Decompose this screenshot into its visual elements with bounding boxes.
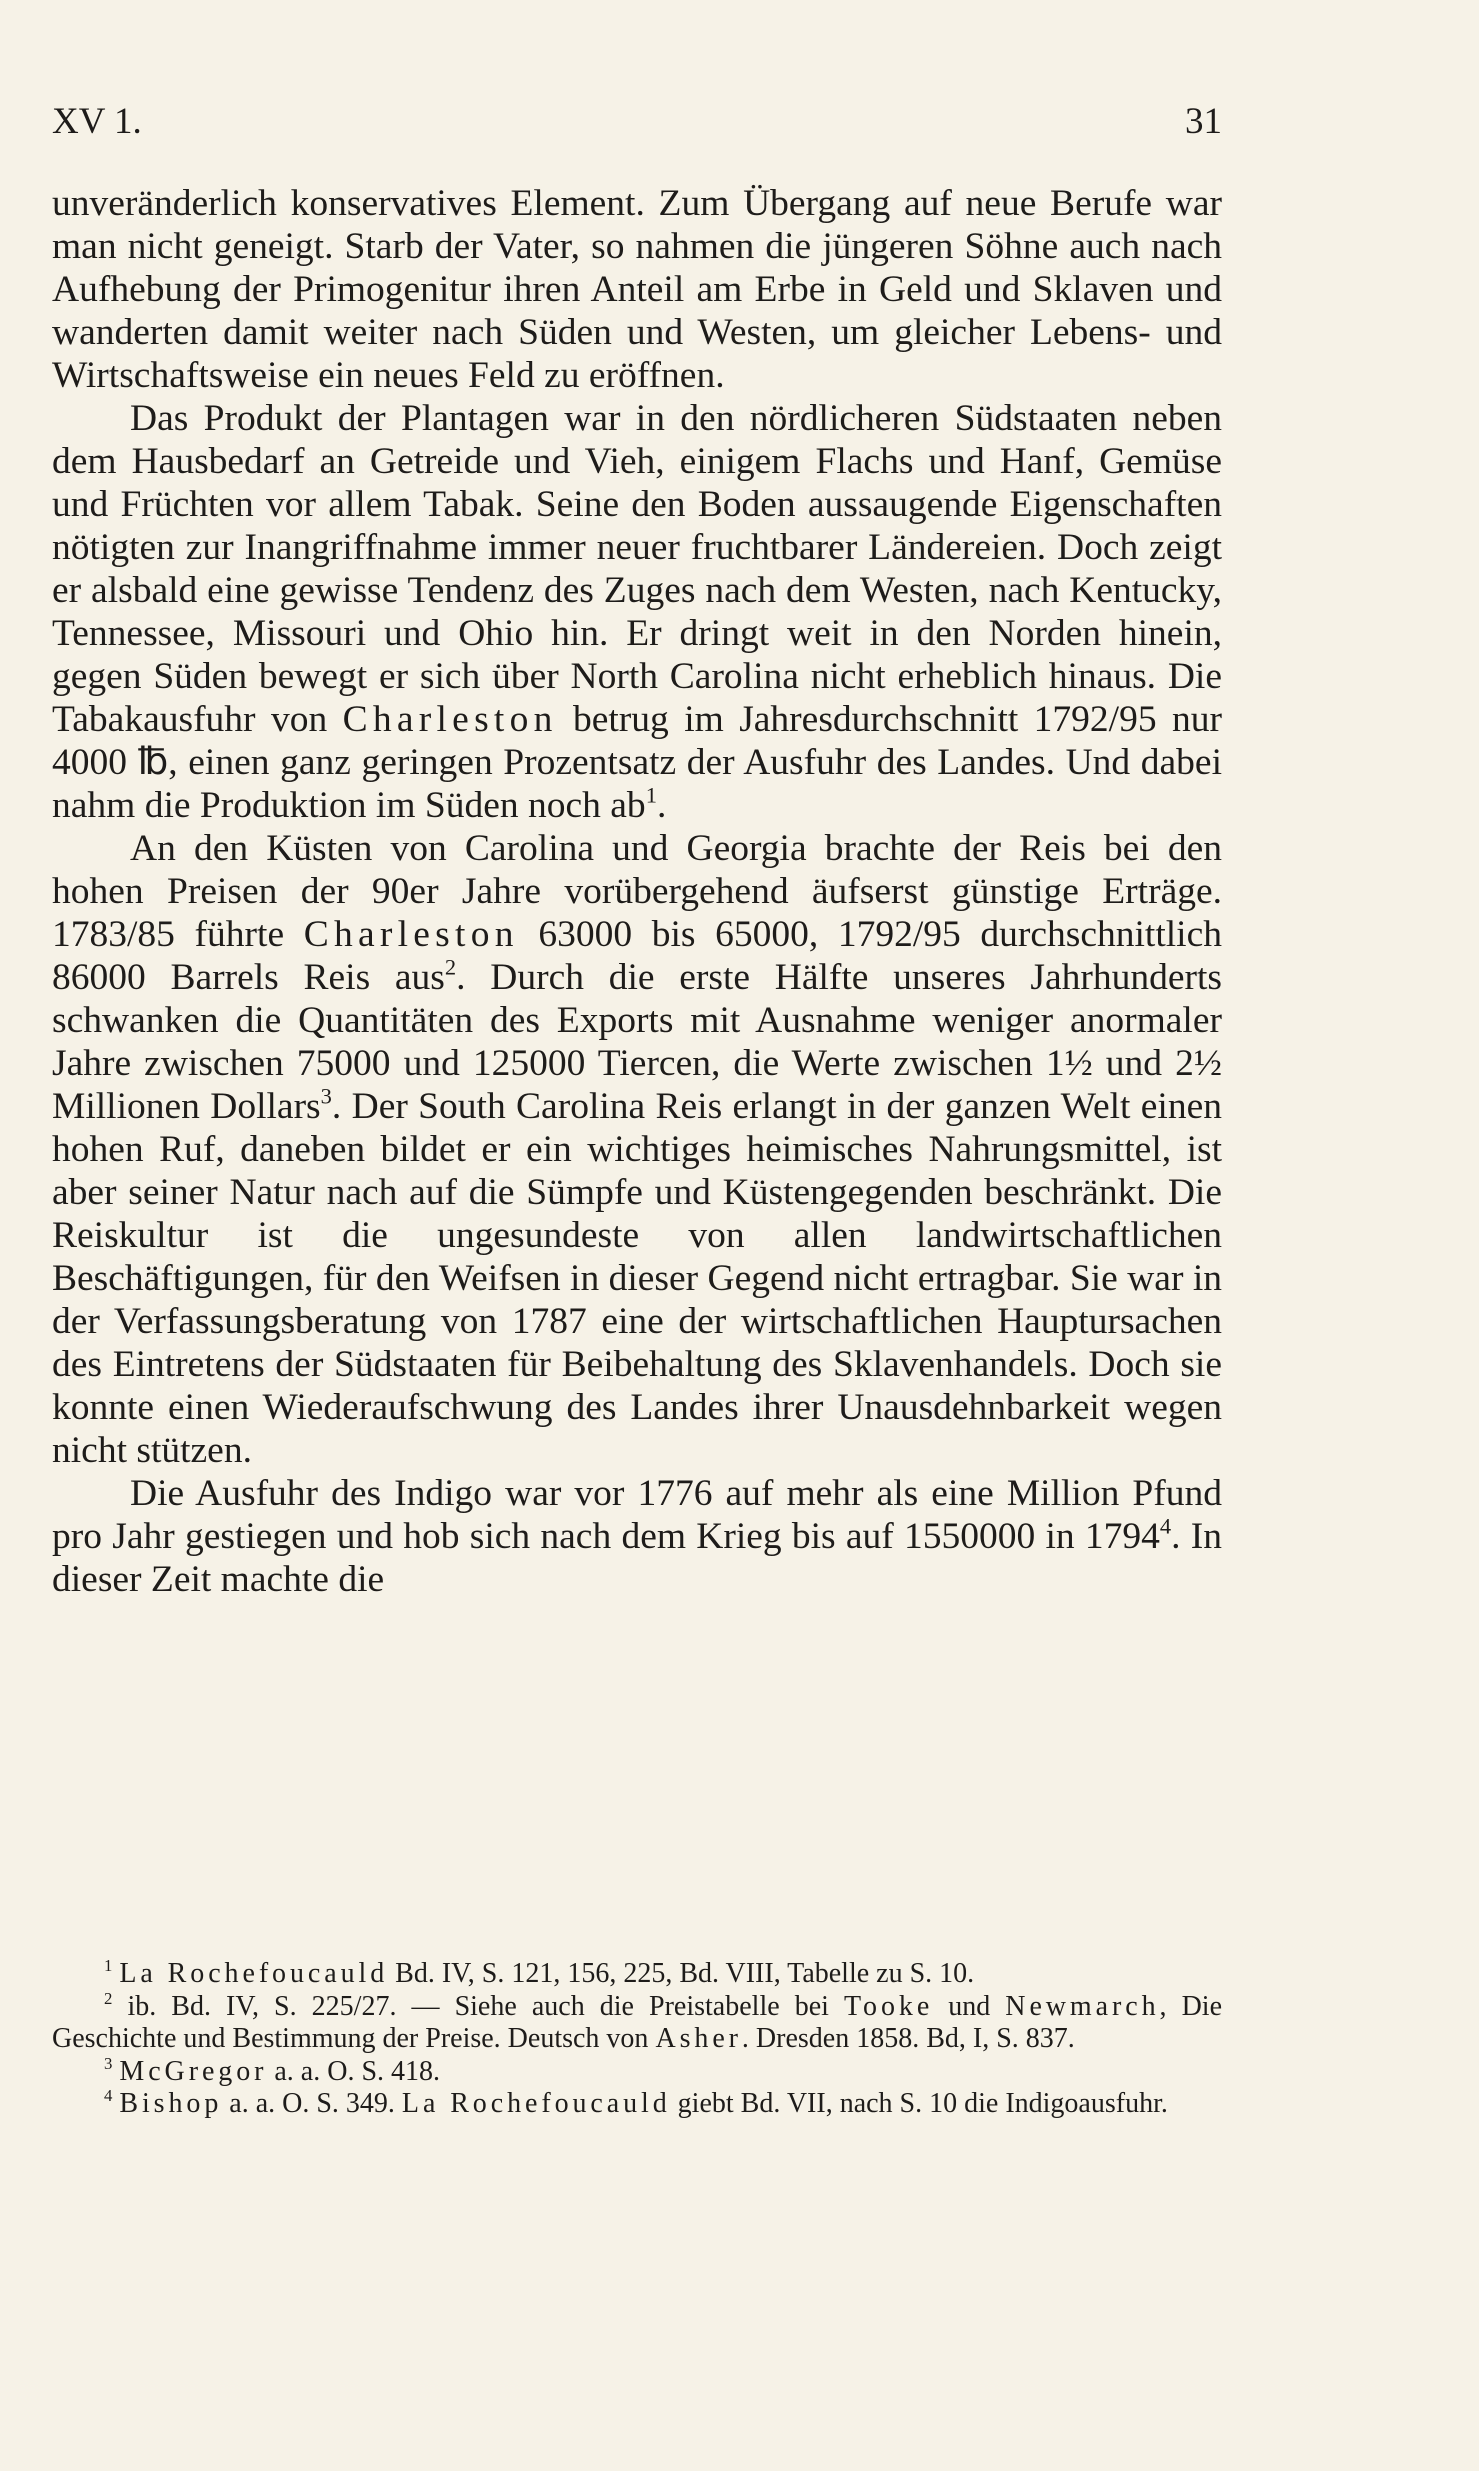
text-run: , Die Geschichte und Bestimmung der Preise. Deutsch von xyxy=(52,1990,1222,2054)
text-run: 63000 bis 65000, 1792/95 durchschnittlich 86000 Barrels Reis aus xyxy=(52,914,1222,998)
running-head xyxy=(52,100,1222,144)
text-run: Bd. IV, S. 121, 156, 225, Bd. VIII, Tabelle zu S. 10. xyxy=(388,1958,975,1989)
page-number: 31 xyxy=(1185,101,1222,142)
text-run: . Der South Carolina Reis erlangt in der ganzen Welt einen hohen Ruf, daneben bildet er ein wichtiges heimisches Nahrungsmittel, ist aber seiner Natur nach auf die Sümpfe und Küstengegenden beschränkt. Die Reiskultur ist die ungesundeste von allen landwirtschaftlichen Beschäftigungen, für den Weifsen in dieser Gegend nicht ertragbar. Sie war in der Verfassungsberatung von 1787 eine der wirtschaftlichen Hauptursachen des Eintretens der Südstaaten für Beibehaltung des Sklavenhandels. Doch sie konnte einen Wiederaufschwung des Landes ihrer Unausdehnbarkeit wegen nicht stützen. xyxy=(52,1086,1222,1471)
spaced-name: Tooke xyxy=(843,1990,934,2022)
text-run: a. a. O. S. 418. xyxy=(267,2055,441,2087)
footnotes xyxy=(52,1958,1222,2121)
footnote-ref: 3 xyxy=(320,1083,332,1109)
text-run: a. a. O. S. 349. xyxy=(222,2088,402,2119)
text-run: ib. Bd. IV, S. 225/27. — Siehe auch die Preistabelle bei xyxy=(112,1990,844,2022)
text-run: Die Ausfuhr des Indigo war vor 1776 auf mehr als eine Million Pfund pro Jahr gestiegen und hob sich nach dem Krieg bis auf 1550000 in 1794 xyxy=(52,1473,1222,1557)
text-run: . Dresden 1858. Bd, I, S. 837. xyxy=(741,2023,1075,2054)
text-run: . In dieser Zeit machte die xyxy=(52,1516,1222,1600)
text-run: und xyxy=(933,1990,1006,2022)
spaced-name: Newmarch xyxy=(1005,1990,1160,2022)
text-run: An den Küsten von Carolina und Georgia brachte der Reis bei den hohen Preisen der 90er Jahre vorübergehend äufserst günstige Erträge. 1783/85 führte xyxy=(52,828,1222,955)
spaced-name: Bishop xyxy=(119,2088,223,2119)
text-run: . Durch die erste Hälfte unseres Jahrhunderts schwanken die Quantitäten des Exports mit Ausnahme weniger anormaler Jahre zwischen 75000 und 125000 Tiercen, die Werte zwischen 1½ und 2½ Millionen Dollars xyxy=(52,957,1222,1127)
paragraph xyxy=(52,827,1222,1472)
spaced-name: Asher xyxy=(655,2023,742,2054)
footnote xyxy=(52,2053,1222,2089)
footnote xyxy=(52,2088,1222,2121)
footnote-ref: 1 xyxy=(645,782,657,808)
footnote-ref: 2 xyxy=(104,1988,113,2008)
text-run: unveränderlich konservatives Element. Zum Übergang auf neue Berufe war man nicht geneigt. Starb der Vater, so nahmen die jüngeren Söhne auch nach Aufhebung der Primogenitur ihren Anteil am Erbe in Geld und Sklaven und wanderten damit weiter nach Süden und Westen, um gleicher Lebens- und Wirtschaftsweise ein neues Feld zu eröffnen. xyxy=(52,183,1222,396)
text-run: Das Produkt der Plantagen war in den nördlicheren Südstaaten neben dem Hausbedarf an Getreide und Vieh, einigem Flachs und Hanf, Gemüse und Früchten vor allem Tabak. Seine den Boden aussaugende Eigenschaften nötigten zur Inangriffnahme immer neuer fruchtbarer Ländereien. Doch zeigt er alsbald eine gewisse Tendenz des Zuges nach dem Westen, nach Kentucky, Tennessee, Missouri und Ohio hin. Er dringt weit in den Norden hinein, gegen Süden bewegt er sich über North Carolina nicht erheblich hinaus. Die Tabakausfuhr von xyxy=(52,398,1222,740)
spaced-name: Charleston xyxy=(342,699,558,740)
volume-number: XV 1. xyxy=(52,101,142,142)
spaced-name: La Rochefoucauld xyxy=(401,2088,671,2119)
paragraph xyxy=(52,182,1222,397)
footnote-ref: 1 xyxy=(104,1956,113,1976)
spaced-name: Charleston xyxy=(303,914,519,955)
footnote-ref: 3 xyxy=(104,2053,113,2073)
paragraph xyxy=(52,397,1222,827)
text-run: betrug im Jahresdurchschnitt 1792/95 nur 4000 ℔, einen ganz geringen Prozentsatz der Ausfuhr des Landes. Und dabei nahm die Produktion im Süden noch ab xyxy=(52,699,1222,826)
footnote-ref: 4 xyxy=(1159,1513,1172,1539)
spaced-name: La Rochefoucauld xyxy=(119,1958,389,1989)
footnote-ref: 4 xyxy=(104,2086,113,2106)
paragraph xyxy=(52,1472,1222,1601)
spaced-name: McGregor xyxy=(119,2055,268,2087)
footnote xyxy=(52,1958,1222,1991)
body-text xyxy=(52,182,1222,1601)
text-run: . xyxy=(656,785,667,826)
text-run: giebt Bd. VII, nach S. 10 die Indigoausfuhr. xyxy=(670,2088,1168,2119)
footnote xyxy=(52,1988,1222,2056)
footnote-ref: 2 xyxy=(444,954,457,980)
